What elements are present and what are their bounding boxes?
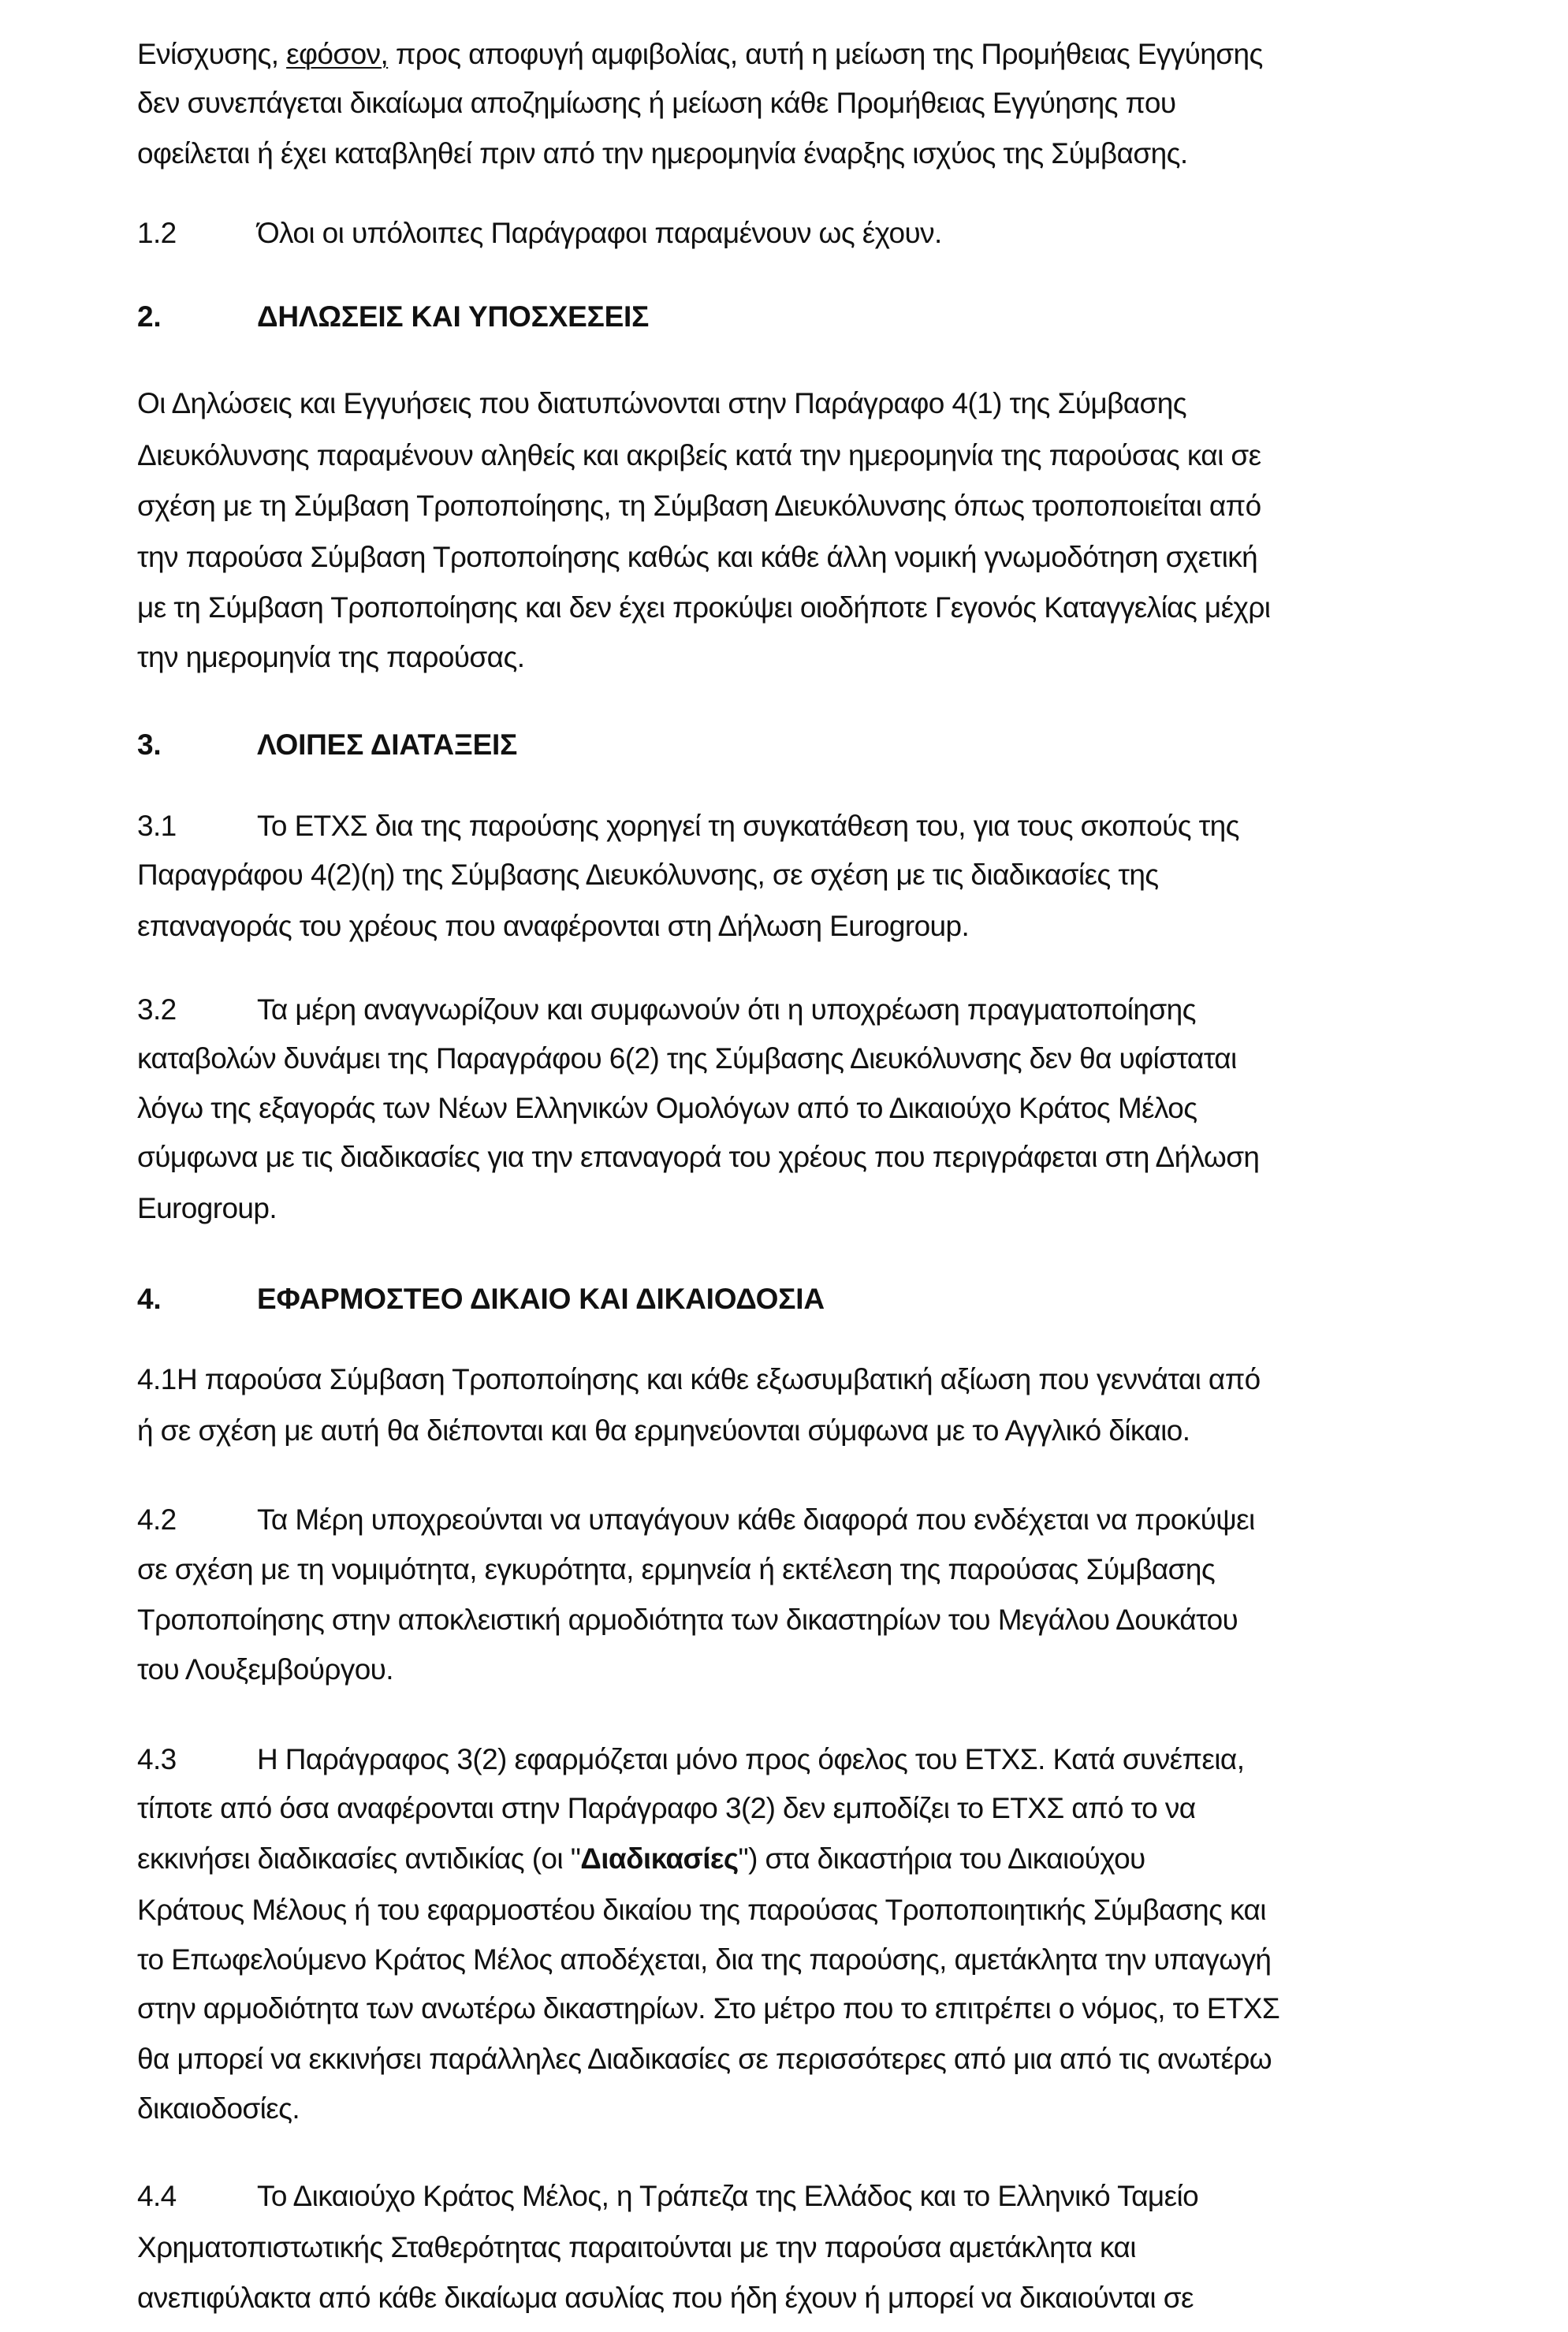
paragraph-4-3-line (137, 1844, 1145, 1873)
paragraph-4-3-line: δικαιοδοσίες. (137, 2092, 300, 2125)
section-2-line: την ημερομηνία της παρούσας. (137, 641, 525, 673)
paragraph-text: Όλοι οι υπόλοιπες Παράγραφοι παραμένουν ως έχουν. (257, 217, 942, 249)
paragraph-number: 4.4 (137, 2180, 177, 2212)
paragraph-4-3-line: θα μπορεί να εκκινήσει παράλληλες Διαδικασίες σε περισσότερες από μια από τις ανωτέρω (137, 2043, 1272, 2075)
paragraph-4-2 (137, 1505, 1255, 1534)
paragraph-number: 4.1 (137, 1363, 177, 1395)
section-heading-2 (137, 302, 649, 331)
paragraph-text: Τα Μέρη υποχρεούνται να υπαγάγουν κάθε διαφορά που ενδέχεται να προκύψει (257, 1503, 1255, 1536)
intro-line-3: οφείλεται ή έχει καταβληθεί πριν από την ημερομηνία έναρξης ισχύος της Σύμβασης. (137, 137, 1188, 169)
paragraph-text: Η παρούσα Σύμβαση Τροποποίησης και κάθε εξωσυμβατική αξίωση που γεννάται από (177, 1363, 1261, 1395)
paragraph-4-1 (137, 1365, 1261, 1394)
section-heading-3 (137, 730, 517, 759)
defined-term: Διαδικασίες (580, 1842, 739, 1875)
paragraph-number: 3.1 (137, 810, 177, 842)
paragraph-3-2-line: λόγω της εξαγοράς των Νέων Ελληνικών Ομολόγων από το Δικαιούχο Κράτος Μέλος (137, 1092, 1197, 1124)
paragraph-4-3-line: Κράτους Μέλους ή του εφαρμοστέου δικαίου της παρούσας Τροποποιητικής Σύμβασης και (137, 1894, 1266, 1926)
paragraph-4-3-line: στην αρμοδιότητα των ανωτέρω δικαστηρίων. Στο μέτρο που το επιτρέπει ο νόμος, το ΕΤΧΣ (137, 1992, 1280, 2025)
section-title: ΛΟΙΠΕΣ ΔΙΑΤΑΞΕΙΣ (257, 728, 518, 761)
section-heading-4 (137, 1284, 825, 1313)
paragraph-4-3-line: τίποτε από όσα αναφέρονται στην Παράγραφο 3(2) δεν εμποδίζει το ΕΤΧΣ από το να (137, 1792, 1196, 1824)
section-2-line: σχέση με τη Σύμβαση Τροποποίησης, τη Σύμβαση Διευκόλυνσης όπως τροποποιείται από (137, 490, 1261, 522)
paragraph-4-1-line: ή σε σχέση με αυτή θα διέπονται και θα ερμηνεύονται σύμφωνα με το Αγγλικό δίκαιο. (137, 1414, 1190, 1447)
paragraph-number: 3.2 (137, 993, 177, 1026)
paragraph-text: Τα μέρη αναγνωρίζουν και συμφωνούν ότι η υποχρέωση πραγματοποίησης (257, 993, 1196, 1026)
paragraph-4-2-line: σε σχέση με τη νομιμότητα, εγκυρότητα, ερμηνεία ή εκτέλεση της παρούσας Σύμβασης (137, 1553, 1216, 1585)
section-2-line: Διευκόλυνσης παραμένουν αληθείς και ακριβείς κατά την ημερομηνία της παρούσας και σε (137, 439, 1261, 471)
paragraph-text: ") στα δικαστήρια του Δικαιούχου (738, 1842, 1145, 1875)
underlined-word: εφόσον, (286, 38, 389, 70)
paragraph-4-2-line: Τροποποίησης στην αποκλειστική αρμοδιότητα των δικαστηρίων του Μεγάλου Δουκάτου (137, 1604, 1238, 1636)
section-title: ΕΦΑΡΜΟΣΤΕΟ ΔΙΚΑΙΟ ΚΑΙ ΔΙΚΑΙΟΔΟΣΙΑ (257, 1283, 825, 1315)
section-title: ΔΗΛΩΣΕΙΣ ΚΑΙ ΥΠΟΣΧΕΣΕΙΣ (257, 300, 650, 333)
paragraph-3-1-line: Παραγράφου 4(2)(η) της Σύμβασης Διευκόλυνσης, σε σχέση με τις διαδικασίες της (137, 859, 1159, 891)
paragraph-3-1 (137, 811, 1239, 840)
intro-text: Ενίσχυσης, (137, 38, 287, 70)
paragraph-1-2 (137, 218, 942, 248)
paragraph-3-2-line: καταβολών δυνάμει της Παραγράφου 6(2) της Σύμβασης Διευκόλυνσης δεν θα υφίσταται (137, 1042, 1237, 1075)
section-2-line: Οι Δηλώσεις και Εγγυήσεις που διατυπώνονται στην Παράγραφο 4(1) της Σύμβασης (137, 387, 1186, 419)
paragraph-4-3 (137, 1745, 1244, 1774)
intro-text: προς αποφυγή αμφιβολίας, αυτή η μείωση της Προμήθειας Εγγύησης (388, 38, 1263, 70)
paragraph-number: 1.2 (137, 217, 177, 249)
paragraph-text: Η Παράγραφος 3(2) εφαρμόζεται μόνο προς όφελος του ΕΤΧΣ. Κατά συνέπεια, (257, 1743, 1245, 1775)
section-number: 4. (137, 1283, 162, 1315)
paragraph-4-4-line: ανεπιφύλακτα από κάθε δικαίωμα ασυλίας που ήδη έχουν ή μπορεί να δικαιούνται σε (137, 2282, 1194, 2314)
paragraph-3-2-line: σύμφωνα με τις διαδικασίες για την επαναγορά του χρέους που περιγράφεται στη Δήλωση (137, 1141, 1260, 1173)
paragraph-3-2 (137, 995, 1196, 1024)
intro-line-1 (137, 39, 1263, 69)
paragraph-text: Το ΕΤΧΣ δια της παρούσης χορηγεί τη συγκατάθεση του, για τους σκοπούς της (257, 810, 1239, 842)
intro-line-2: δεν συνεπάγεται δικαίωμα αποζημίωσης ή μείωση κάθε Προμήθειας Εγγύησης που (137, 87, 1176, 119)
paragraph-number: 4.2 (137, 1503, 177, 1536)
paragraph-text: εκκινήσει διαδικασίες αντιδικίας (οι " (137, 1842, 581, 1875)
paragraph-3-1-line: επαναγοράς του χρέους που αναφέρονται στη Δήλωση Eurogroup. (137, 910, 970, 942)
section-2-line: με τη Σύμβαση Τροποποίησης και δεν έχει προκύψει οιοδήποτε Γεγονός Καταγγελίας μέχρι (137, 591, 1271, 624)
section-2-line: την παρούσα Σύμβαση Τροποποίησης καθώς και κάθε άλλη νομική γνωμοδότηση σχετική (137, 541, 1258, 573)
paragraph-4-4 (137, 2181, 1198, 2211)
section-number: 2. (137, 300, 162, 333)
paragraph-4-3-line: το Επωφελούμενο Κράτος Μέλος αποδέχεται, δια της παρούσης, αμετάκλητα την υπαγωγή (137, 1943, 1272, 1976)
paragraph-number: 4.3 (137, 1743, 177, 1775)
paragraph-text: Το Δικαιούχο Κράτος Μέλος, η Τράπεζα της Ελλάδος και το Ελληνικό Ταμείο (257, 2180, 1199, 2212)
paragraph-4-4-line: Χρηματοπιστωτικής Σταθερότητας παραιτούνται με την παρούσα αμετάκλητα και (137, 2231, 1136, 2263)
paragraph-3-2-line: Eurogroup. (137, 1192, 277, 1224)
section-number: 3. (137, 728, 162, 761)
paragraph-4-2-line: του Λουξεμβούργου. (137, 1653, 393, 1686)
